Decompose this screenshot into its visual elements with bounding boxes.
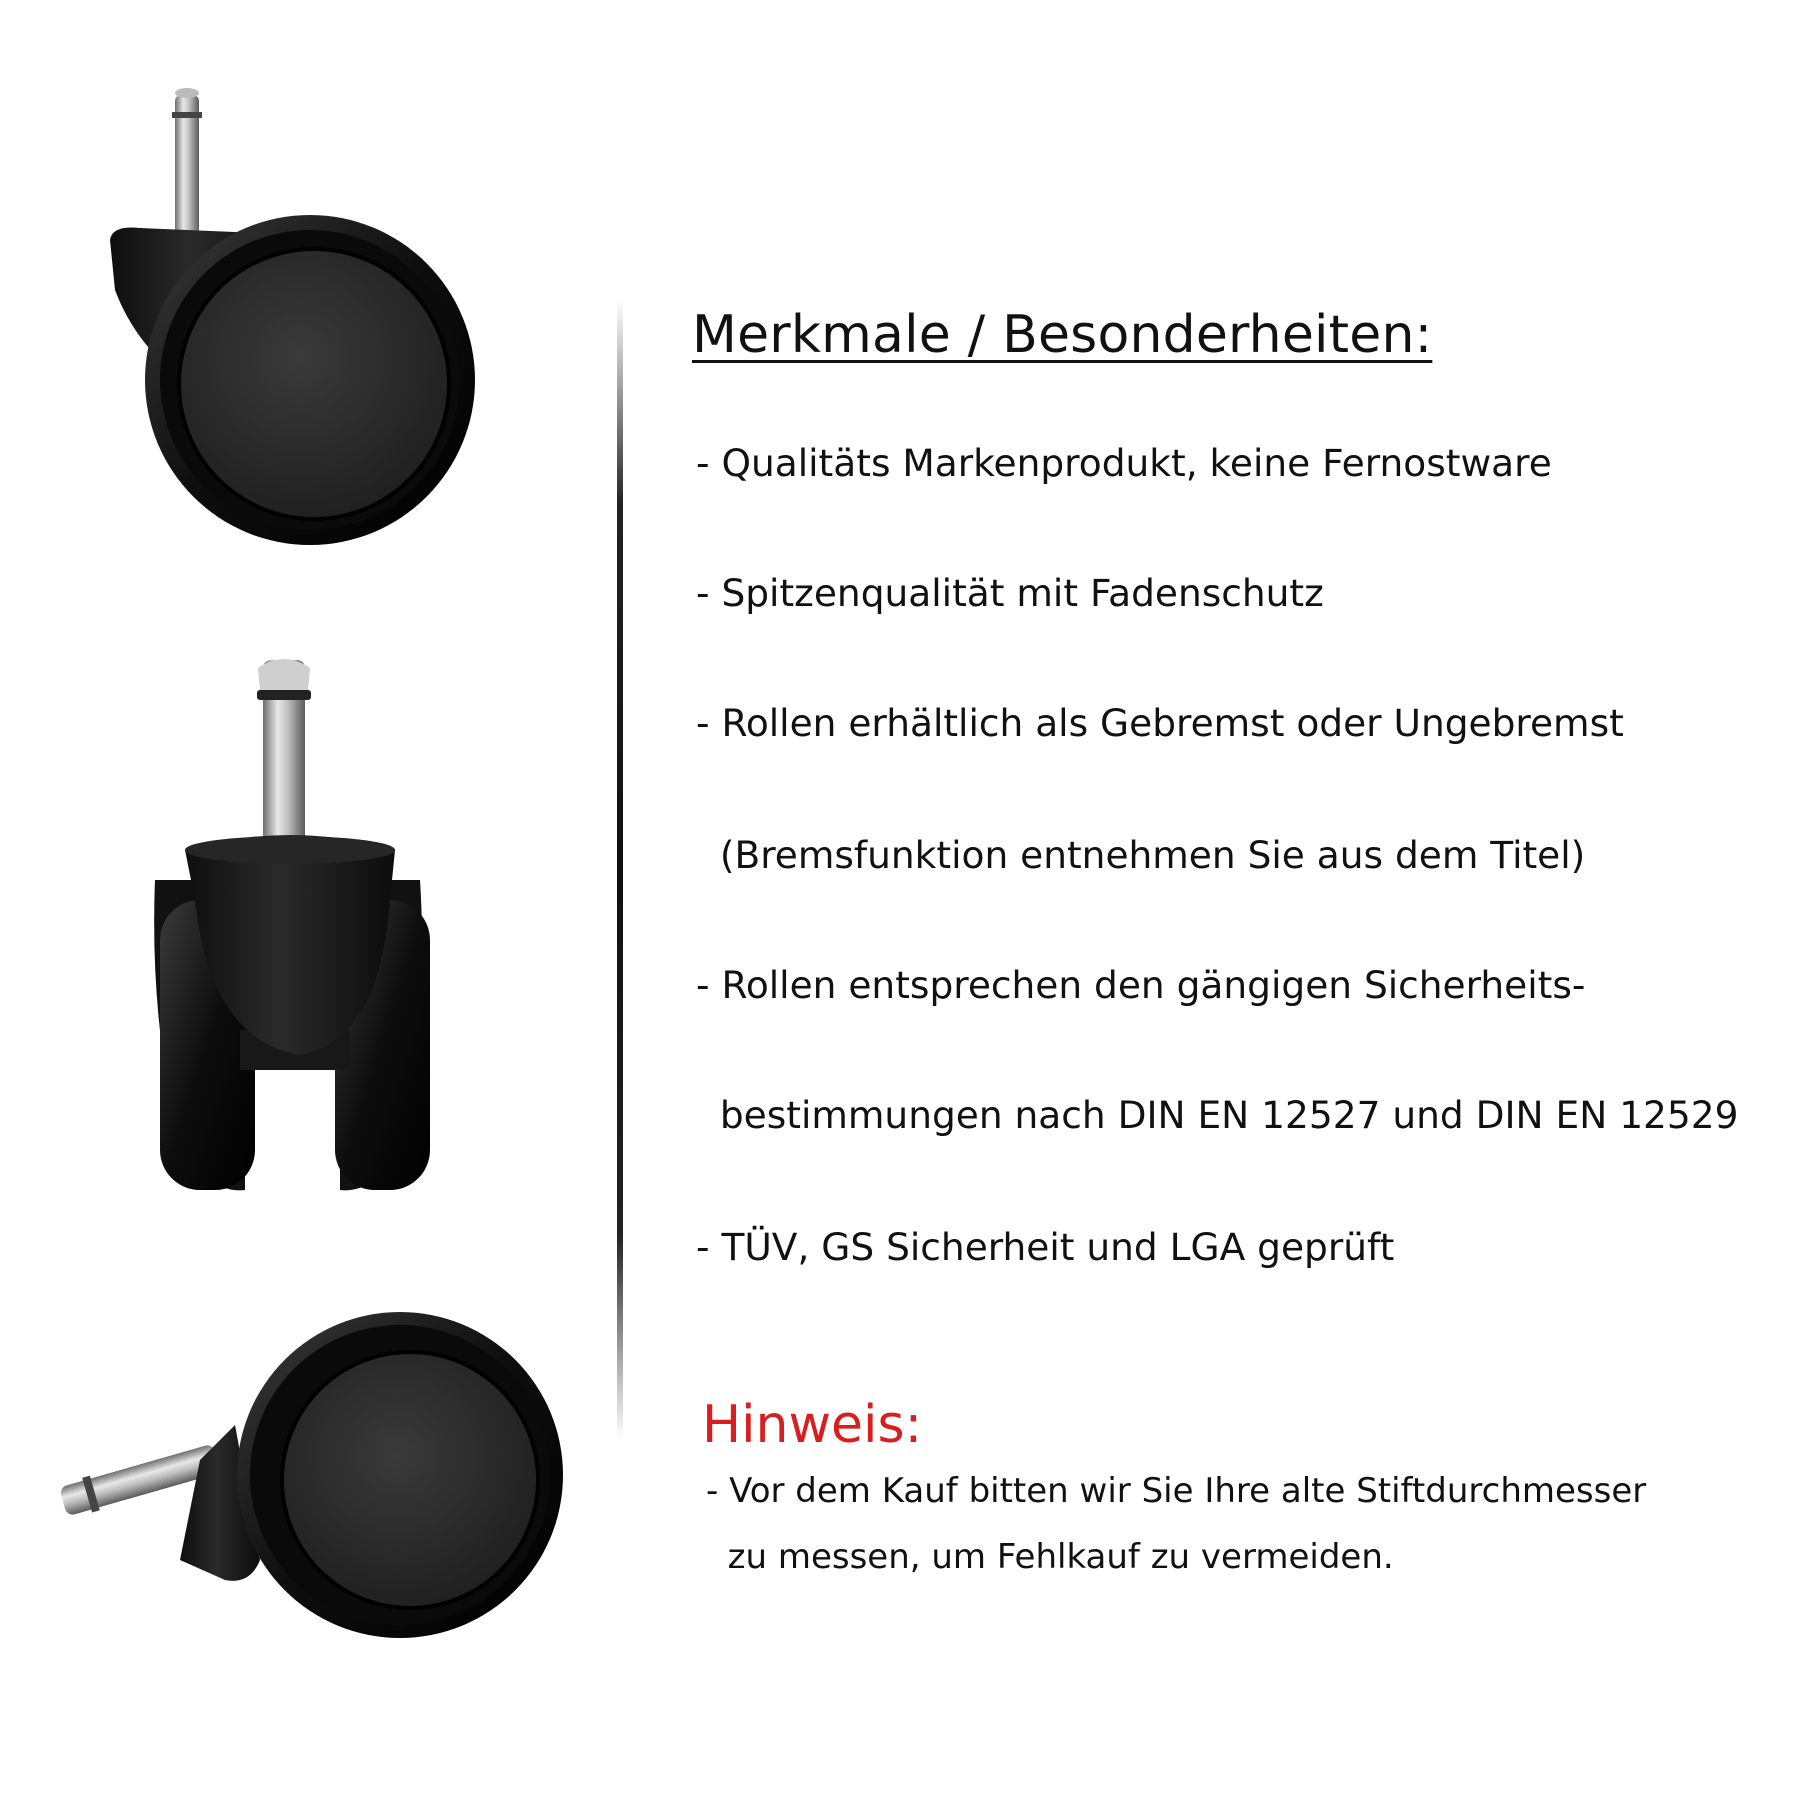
- feature-item-5: - TÜV, GS Sicherheit und LGA geprüft: [696, 1225, 1395, 1269]
- vertical-divider: [617, 300, 623, 1440]
- note-title: Hinweis:: [702, 1395, 923, 1455]
- note-line-2: zu messen, um Fehlkauf zu vermeiden.: [706, 1537, 1394, 1577]
- note-line-1: - Vor dem Kauf bitten wir Sie Ihre alte Stiftdurchmesser: [706, 1471, 1647, 1511]
- caster-front-view: [154, 659, 430, 1190]
- feature-item-3-continued: (Bremsfunktion entnehmen Sie aus dem Titel): [696, 833, 1586, 877]
- feature-item-4: - Rollen entsprechen den gängigen Sicherheits-: [696, 963, 1586, 1007]
- feature-item-3: - Rollen erhältlich als Gebremst oder Ungebremst: [696, 701, 1624, 745]
- product-photos: [0, 0, 640, 1800]
- caster-lying-view: [58, 1312, 563, 1638]
- feature-item-4-continued: bestimmungen nach DIN EN 12527 und DIN EN 12529: [696, 1093, 1739, 1137]
- feature-item-2: - Spitzenqualität mit Fadenschutz: [696, 571, 1324, 615]
- feature-item-1: - Qualitäts Markenprodukt, keine Fernostware: [696, 441, 1552, 485]
- features-heading: Merkmale / Besonderheiten:: [692, 305, 1433, 365]
- caster-side-view: [110, 88, 475, 545]
- product-photos-canvas: [0, 0, 640, 1800]
